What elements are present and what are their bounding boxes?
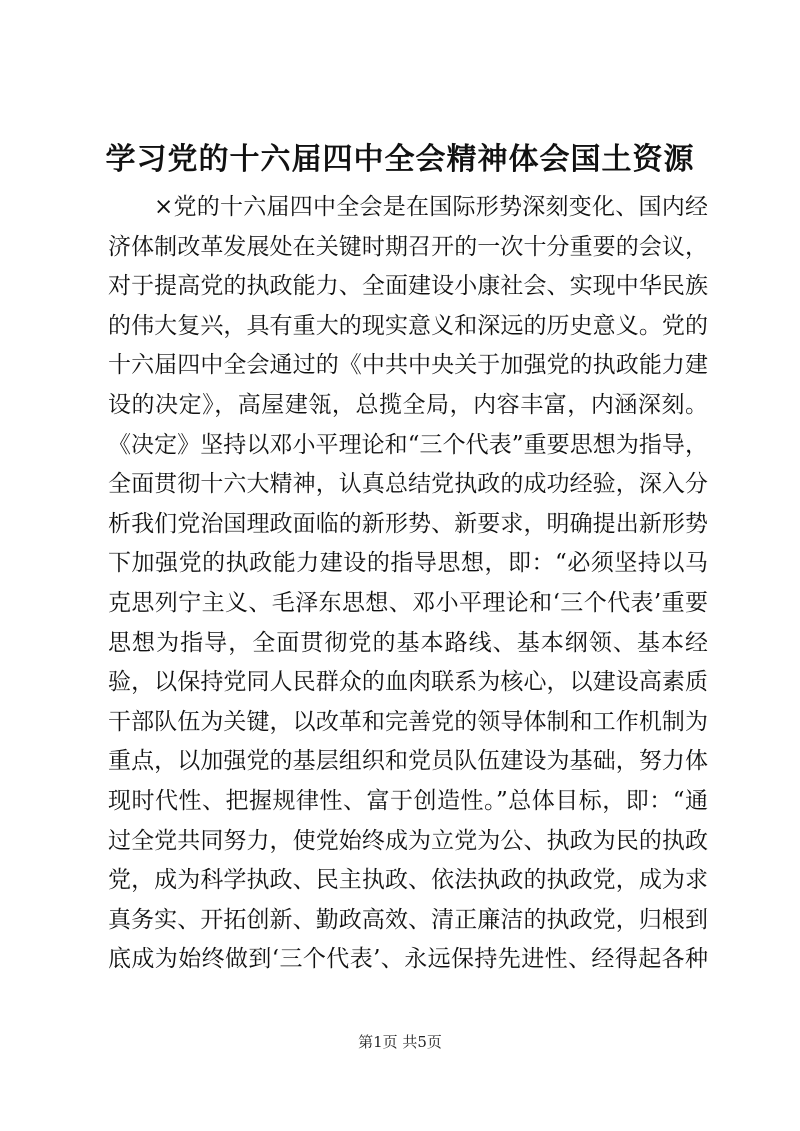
body-paragraph: ×党的十六届四中全会是在国际形势深刻变化、国内经济体制改革发展处在关键时期召开的一次十分重要的会议，对于提高党的执政能力、全面建设小康社会、实现中华民族的伟大复兴，具有重大的现实意义和深远的历史意义。党的十六届四中全会通过的《中共中央关于加强党的执政能力建设的决定》，高屋建瓴，总揽全局，内容丰富，内涵深刻。《决定》坚持以邓小平理论和“三个代表”重要思想为指导，全面贯彻十六大精神，认真总结党执政的成功经验，深入分析我们党治国理政面临的新形势、新要求，明确提出新形势下加强党的执政能力建设的指导思想，即：“必须坚持以马克思列宁主义、毛泽东思想、邓小平理论和‘三个代表’重要思想为指导，全面贯彻党的基本路线、基本纲领、基本经验，以保持党同人民群众的血肉联系为核心，以建设高素质干部队伍为关键，以改革和完善党的领导体制和工作机制为重点，以加强党的基层组织和党员队伍建设为基础，努力体现时代性、把握规律性、富于创造性。”总体目标，即：“通过全党共同努力，使党始终成为立党为公、执政为民的执政党，成为科学执政、民主执政、依法执政的执政党，成为求真务实、开拓创新、勤政高效、清正廉洁的执政党，归根到底成为始终做到‘三个代表’、永远保持先进性、经得起各种: [108, 194, 708, 973]
document-title: 学习党的十六届四中全会精神体会国土资源: [105, 142, 695, 177]
page-number-footer: 第1页 共5页: [358, 1033, 442, 1051]
